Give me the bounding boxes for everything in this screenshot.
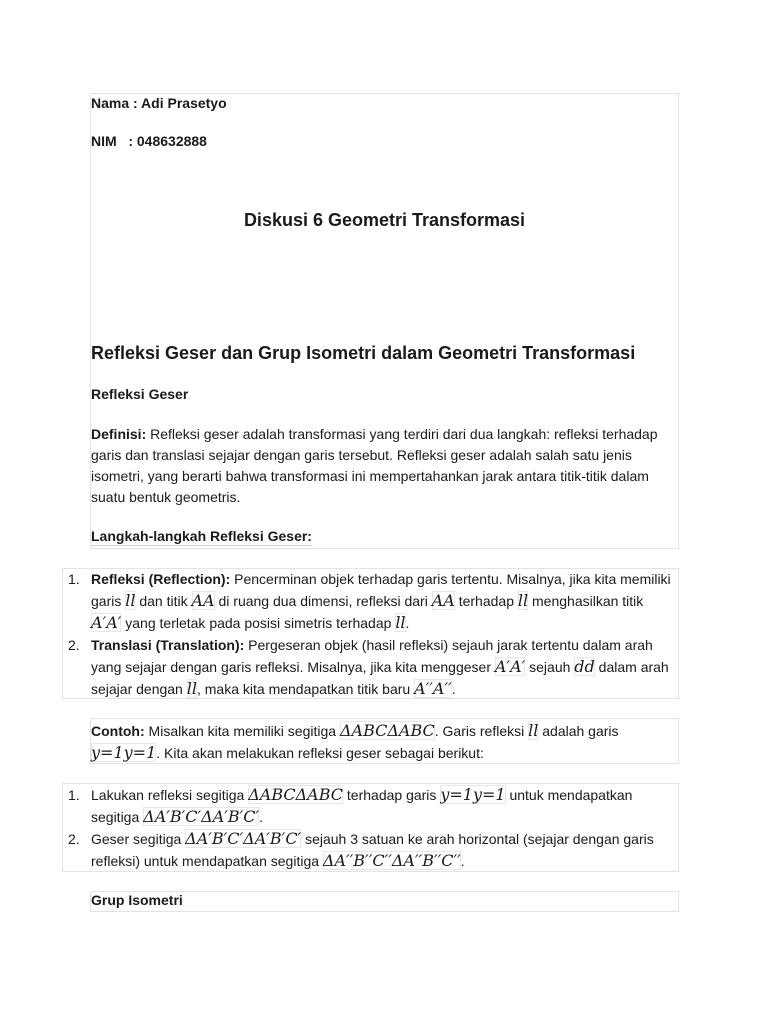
step-text: , maka kita mendapatkan titik baru (196, 681, 415, 697)
contoh-paragraph (91, 720, 676, 764)
list-item (62, 828, 674, 872)
step-text: sejauh 3 satuan ke arah horizontal (sejajar dengan garis refleksi) untuk mendapatkan segitiga (91, 831, 654, 869)
step-text: di ruang dua dimensi, refleksi dari (214, 593, 432, 609)
math-d: dd (574, 657, 595, 676)
step-label: Refleksi (Reflection): (91, 571, 231, 587)
step-text: terhadap (454, 593, 518, 609)
list-number: 1. (68, 571, 80, 587)
math-a: AA (191, 591, 215, 610)
step-text: Lakukan refleksi segitiga (91, 787, 249, 803)
math-a-double-prime: A′′A′′ (414, 679, 452, 698)
steps-list (62, 568, 672, 700)
math-triangle-prime: ΔA′B′C′ΔA′B′C′ (143, 807, 260, 826)
name-line: Nama : Adi Prasetyo (91, 95, 227, 111)
nim-line: NIM : 048632888 (91, 133, 207, 149)
list-number: 2. (68, 831, 80, 847)
list-item (62, 634, 672, 700)
contoh-text: . Kita akan melakukan refleksi geser sebagai berikut: (156, 745, 484, 761)
step-text: sejauh (525, 659, 575, 675)
list-item (62, 784, 674, 828)
step-text: . (259, 809, 264, 825)
step-text: terhadap garis (343, 787, 441, 803)
math-l: ll (528, 721, 539, 740)
math-triangle-abc: ΔABCΔABC (339, 721, 435, 740)
math-l: ll (186, 679, 197, 698)
step-text: . (405, 615, 410, 631)
definition-label: Definisi: (91, 426, 147, 442)
contoh-label: Contoh: (91, 723, 145, 739)
contoh-steps-list (62, 784, 674, 872)
math-triangle-abc: ΔABCΔABC (248, 785, 344, 804)
math-l: ll (395, 613, 406, 632)
math-a-prime: A′A′ (494, 657, 526, 676)
step-text: dalam arah sejajar dengan (91, 659, 669, 697)
math-a: AA (431, 591, 455, 610)
section-title: Refleksi Geser dan Grup Isometri dalam Geometri Transformasi (91, 343, 636, 363)
grup-isometri-heading: Grup Isometri (91, 892, 183, 908)
langkah-heading: Langkah-langkah Refleksi Geser: (91, 528, 312, 544)
step-text: menghasilkan titik (528, 593, 644, 609)
math-triangle-double-prime: ΔA′′B′′C′′ΔA′′B′′C′′ (322, 851, 461, 870)
step-text: . (460, 853, 465, 869)
step-text: Pergeseran objek (hasil refleksi) sejauh jarak tertentu dalam arah yang sejajar dengan garis refleksi. Misalnya, jika kita menggeser (91, 637, 653, 675)
step-label: Translasi (Translation): (91, 637, 245, 653)
step-text: Pencerminan objek terhadap garis tertentu. Misalnya, jika kita memiliki garis (91, 571, 671, 609)
contoh-text: . Garis refleksi (434, 723, 529, 739)
math-a-prime: A′A′ (91, 613, 122, 632)
list-number: 1. (68, 787, 80, 803)
math-triangle-prime: ΔA′B′C′ΔA′B′C′ (185, 829, 302, 848)
math-y-equals-1: y=1y=1 (440, 785, 506, 804)
document-title: Diskusi 6 Geometri Transformasi (243, 210, 526, 230)
step-text: dan titik (135, 593, 192, 609)
contoh-text: Misalkan kita memiliki segitiga (144, 723, 340, 739)
definition-paragraph (91, 424, 669, 508)
definition-text: Refleksi geser adalah transformasi yang terdiri dari dua langkah: refleksi terhadap garis dan translasi sejajar dengan garis tersebut. Refleksi geser adalah salah satu jenis isometri, yang berarti bahwa transformasi ini mempertahankan jarak antara titik-titik dalam suatu bentuk geometris. (91, 426, 658, 505)
step-text: yang terletak pada posisi simetris terhadap (121, 615, 396, 631)
sub-heading-refleksi-geser: Refleksi Geser (91, 386, 189, 402)
list-item (62, 568, 672, 634)
math-l: ll (517, 591, 529, 610)
list-number: 2. (68, 637, 80, 653)
math-y-equals-1: y=1y=1 (91, 743, 157, 762)
step-text: Geser segitiga (91, 831, 186, 847)
step-text: untuk mendapatkan segitiga (91, 787, 633, 825)
contoh-text: adalah garis (538, 723, 619, 739)
math-l: ll (125, 591, 136, 610)
step-text: . (451, 681, 456, 697)
